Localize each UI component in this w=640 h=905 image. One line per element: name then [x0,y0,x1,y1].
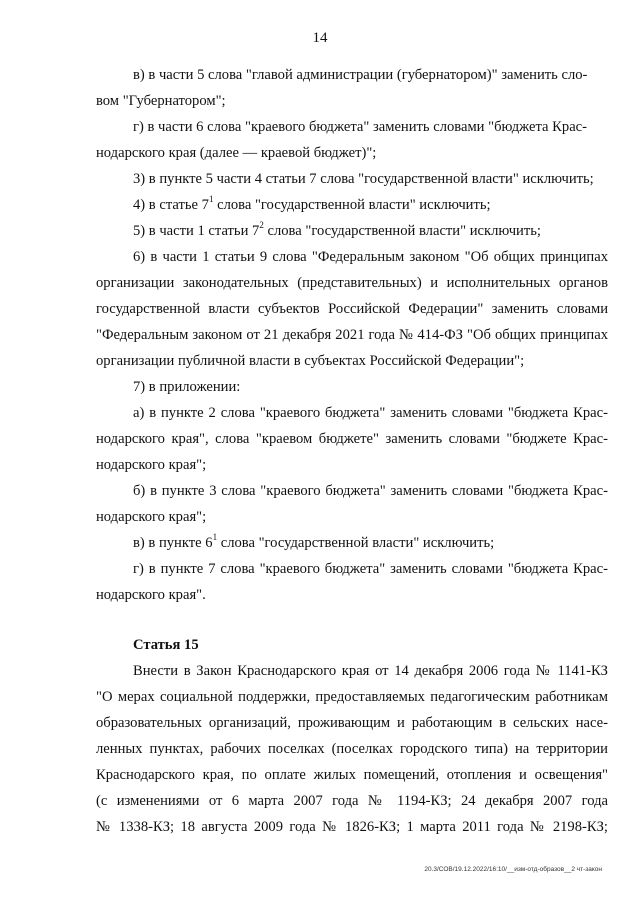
text-line: вом "Губернатором"; [96,93,226,109]
text-line: г) в части 6 слова "краевого бюджета" заменить словами "бюджета Крас- [133,119,588,135]
text-line: организации законодательных (представительных) и исполнительных органов [96,275,608,291]
text-line: государственной власти субъектов Российской Федерации" заменить словами [96,301,608,317]
text-line: 3) в пункте 5 части 4 статьи 7 слова "государственной власти" исключить; [133,171,594,187]
text-line: 7) в приложении: [133,379,241,395]
text-line: Внести в Закон Краснодарского края от 14 декабря 2006 года № 1141-КЗ [133,663,608,679]
text-line: в) в части 5 слова "главой администрации (губернатором)" заменить сло- [133,67,588,83]
text-line: (с изменениями от 6 марта 2007 года № 1194-КЗ; 24 декабря 2007 года [96,793,608,809]
text-line: 6) в части 1 статьи 9 слова "Федеральным законом "Об общих принципах [133,249,608,265]
text-fragment: в) в пункте 6 [133,535,213,551]
text-fragment: 5) в части 1 статьи 7 [133,223,260,239]
text-line: нодарского края (далее — краевой бюджет)"; [96,145,377,161]
superscript: 2 [259,220,264,230]
text-line: нодарского края"; [96,457,207,473]
text-line [133,534,494,552]
text-line: а) в пункте 2 слова "краевого бюджета" заменить словами "бюджета Крас- [133,405,608,421]
article-heading: Статья 15 [133,637,199,653]
text-line: ленных пунктах, рабочих поселках (поселках городского типа) на территории [96,741,608,757]
text-line: образовательных организаций, проживающим и работающим в сельских насе- [96,715,608,731]
page-number: 14 [312,30,328,46]
text-fragment: слова "государственной власти" исключить; [217,535,495,551]
text-line: организации публичной власти в субъектах Российской Федерации"; [96,353,525,369]
text-line: "Федеральным законом от 21 декабря 2021 года № 414-ФЗ "Об общих принципах [96,327,608,343]
text-fragment: 4) в статье 7 [133,197,209,213]
text-line [133,196,491,214]
text-line: нодарского края"; [96,509,207,525]
text-line [133,222,541,240]
document-footer: 20.3/СОВ/19.12.2022/16:10/__изм-отд-образов__2 чт-закон [424,866,602,873]
text-fragment: слова "государственной власти" исключить; [263,223,541,239]
text-line: "О мерах социальной поддержки, предоставляемых педагогическим работникам [96,689,608,705]
text-fragment: слова "государственной власти" исключить; [213,197,491,213]
text-line: нодарского края", слова "краевом бюджете" заменить словами "бюджете Крас- [96,431,608,447]
text-line: г) в пункте 7 слова "краевого бюджета" заменить словами "бюджета Крас- [133,561,608,577]
text-line: Краснодарского края, по оплате жилых помещений, отопления и освещения" [96,767,608,783]
text-line: нодарского края". [96,587,206,603]
text-line: № 1338-КЗ; 18 августа 2009 года № 1826-КЗ; 1 марта 2011 года № 2198-КЗ; [96,819,608,835]
superscript: 1 [208,194,214,204]
text-line: б) в пункте 3 слова "краевого бюджета" заменить словами "бюджета Крас- [133,483,608,499]
superscript: 1 [212,532,218,542]
